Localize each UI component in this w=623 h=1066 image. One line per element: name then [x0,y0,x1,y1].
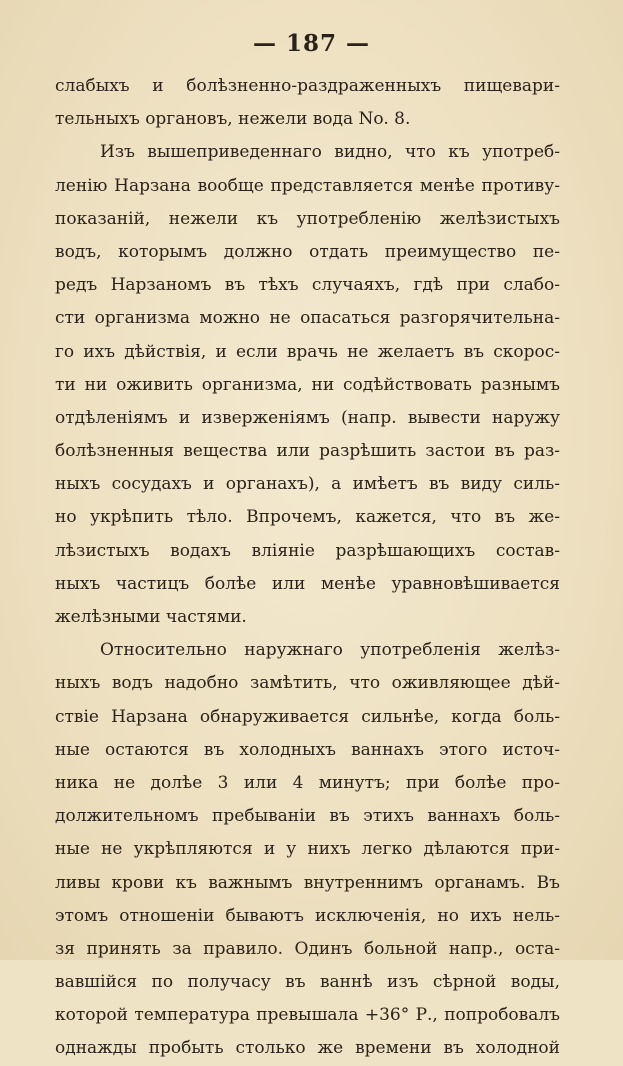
text-line: но укрѣпить тѣло. Впрочемъ, кажется, что въ же- [55,507,560,528]
text-line: ника не долѣе 3 или 4 минутъ; при болѣе про- [55,772,560,793]
text-line: желѣзными частями. [55,607,247,627]
text-line: ти ни оживить организма, ни содѣйствовать разнымъ [55,374,560,395]
text-line: тельныхъ органовъ, нежели вода No. 8. [55,109,411,130]
text-line: Относительно наружнаго употребленія желѣз- [100,640,560,661]
text-line: ленію Нарзана вообще представляется менѣе противу- [55,175,560,196]
text-line: ныхъ частицъ болѣе или менѣе уравновѣшивается [55,573,560,594]
text-line: водъ, которымъ должно отдать преимущество пе- [55,241,560,262]
text-line: Изъ вышеприведеннаго видно, что къ употреб- [100,142,560,163]
text-line: вавшійся по получасу въ ваннѣ изъ сѣрной воды, [55,972,560,993]
text-line: ные остаются въ холодныхъ ваннахъ этого источ- [55,739,560,760]
text-line: болѣзненныя вещества или разрѣшить застои въ раз- [55,441,560,462]
text-line: ные не укрѣпляются и у нихъ легко дѣлаются при- [55,839,560,860]
text-line: зя принять за правило. Одинъ больной напр., оста- [55,938,560,959]
text-line: ныхъ сосудахъ и органахъ), а имѣетъ въ виду силь- [55,474,560,495]
text-line: слабыхъ и болѣзненно-раздраженныхъ пищевари- [55,76,560,96]
text-line: должительномъ пребываніи въ этихъ ваннахъ боль- [55,806,560,827]
page-number: — 187 — [252,30,371,57]
text-line: лѣзистыхъ водахъ вліяніе разрѣшающихъ состав- [55,540,560,561]
text-line: ствіе Нарзана обнаруживается сильнѣе, когда боль- [55,706,560,727]
text-line: показаній, нежели къ употребленію желѣзистыхъ [55,208,560,229]
text-line: го ихъ дѣйствія, и если врачь не желаетъ въ скорос- [55,341,560,362]
text-line: однажды пробыть столько же времени въ холодной [55,1038,560,1059]
text-line: редъ Нарзаномъ въ тѣхъ случаяхъ, гдѣ при слабо- [55,275,560,296]
text-line: сти организма можно не опасаться разгорячительна- [55,308,560,329]
body-text [55,70,560,1066]
text-line: которой температура превышала +36° Р., попробовалъ [55,1005,560,1026]
text-line: ливы крови къ важнымъ внутреннимъ органамъ. Въ [55,872,560,893]
text-line: ныхъ водъ надобно замѣтить, что оживляющее дѣй- [55,673,560,694]
text-line: отдѣленіямъ и изверженіямъ (напр. вывести наружу [55,407,560,428]
text-line: этомъ отношеніи бываютъ исключенія, но ихъ нель- [55,905,560,926]
